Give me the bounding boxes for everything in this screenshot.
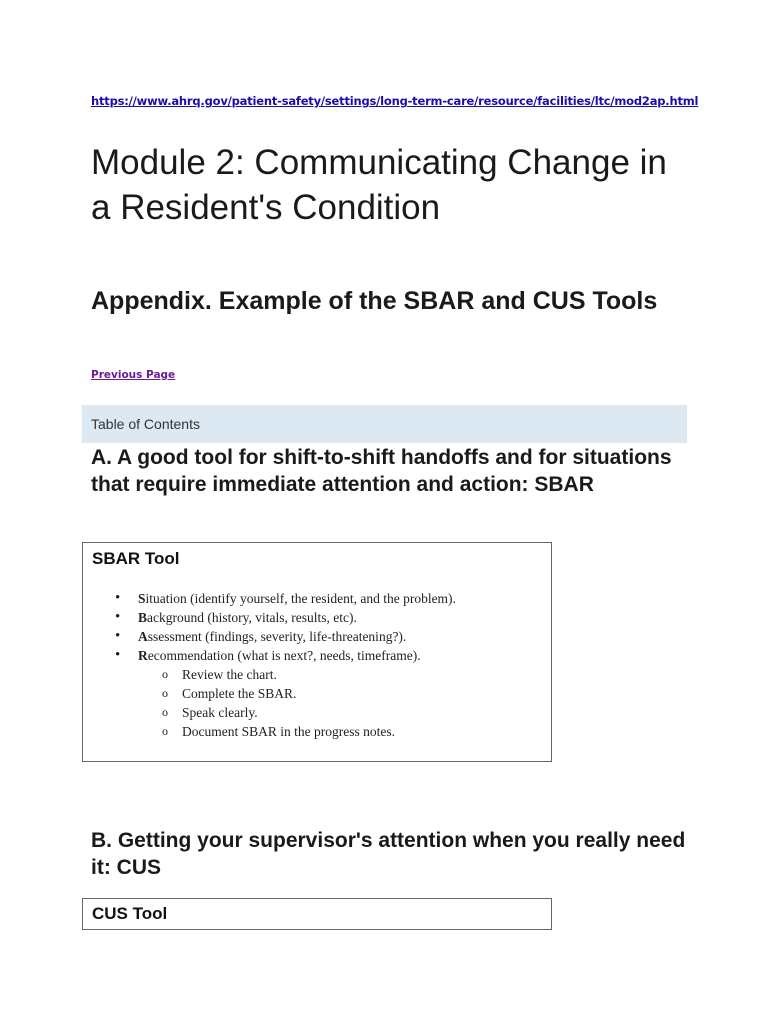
sbar-item-text: ssessment (findings, severity, life-threatening?).: [147, 629, 407, 644]
list-item: [113, 608, 456, 627]
cus-tool-box: [82, 898, 552, 930]
sub-list-item: o Review the chart.: [162, 665, 456, 684]
sbar-initial: R: [138, 648, 148, 663]
sub-list-item: o Speak clearly.: [162, 703, 456, 722]
appendix-subtitle: Appendix. Example of the SBAR and CUS Tools: [91, 287, 658, 315]
sub-list-item: o Complete the SBAR.: [162, 684, 456, 703]
list-item: [113, 589, 456, 608]
section-b-heading: B. Getting your supervisor's attention when you really need it: CUS: [91, 829, 686, 879]
list-item: [113, 646, 456, 741]
sub-list-item: o Document SBAR in the progress notes.: [162, 722, 456, 741]
sbar-item-text: ecommendation (what is next?, needs, timeframe).: [147, 648, 421, 663]
section-a-heading: A. A good tool for shift-to-shift handoffs and for situations that require immediate attention and action: SBAR: [91, 446, 672, 496]
sbar-item-text: ituation (identify yourself, the resident, and the problem).: [145, 591, 456, 606]
sbar-initial: A: [138, 629, 148, 644]
sbar-tool-title: SBAR Tool: [92, 549, 180, 568]
source-url-link[interactable]: https://www.ahrq.gov/patient-safety/settings/long-term-care/resource/facilities/ltc/mod2ap.html: [91, 94, 699, 108]
sbar-tool-box: [82, 542, 552, 762]
sbar-initial: B: [138, 610, 148, 625]
list-item: [113, 627, 456, 646]
page-title: Module 2: Communicating Change in a Resident's Condition: [91, 143, 667, 227]
cus-tool-title: CUS Tool: [92, 904, 168, 923]
sbar-list: [113, 589, 456, 741]
sbar-item-text: ackground (history, vitals, results, etc).: [147, 610, 357, 625]
previous-page-link[interactable]: Previous Page: [91, 369, 176, 381]
sbar-initial: S: [138, 591, 146, 606]
recommendation-sublist: [138, 665, 456, 741]
table-of-contents-bar[interactable]: Table of Contents: [82, 405, 687, 443]
